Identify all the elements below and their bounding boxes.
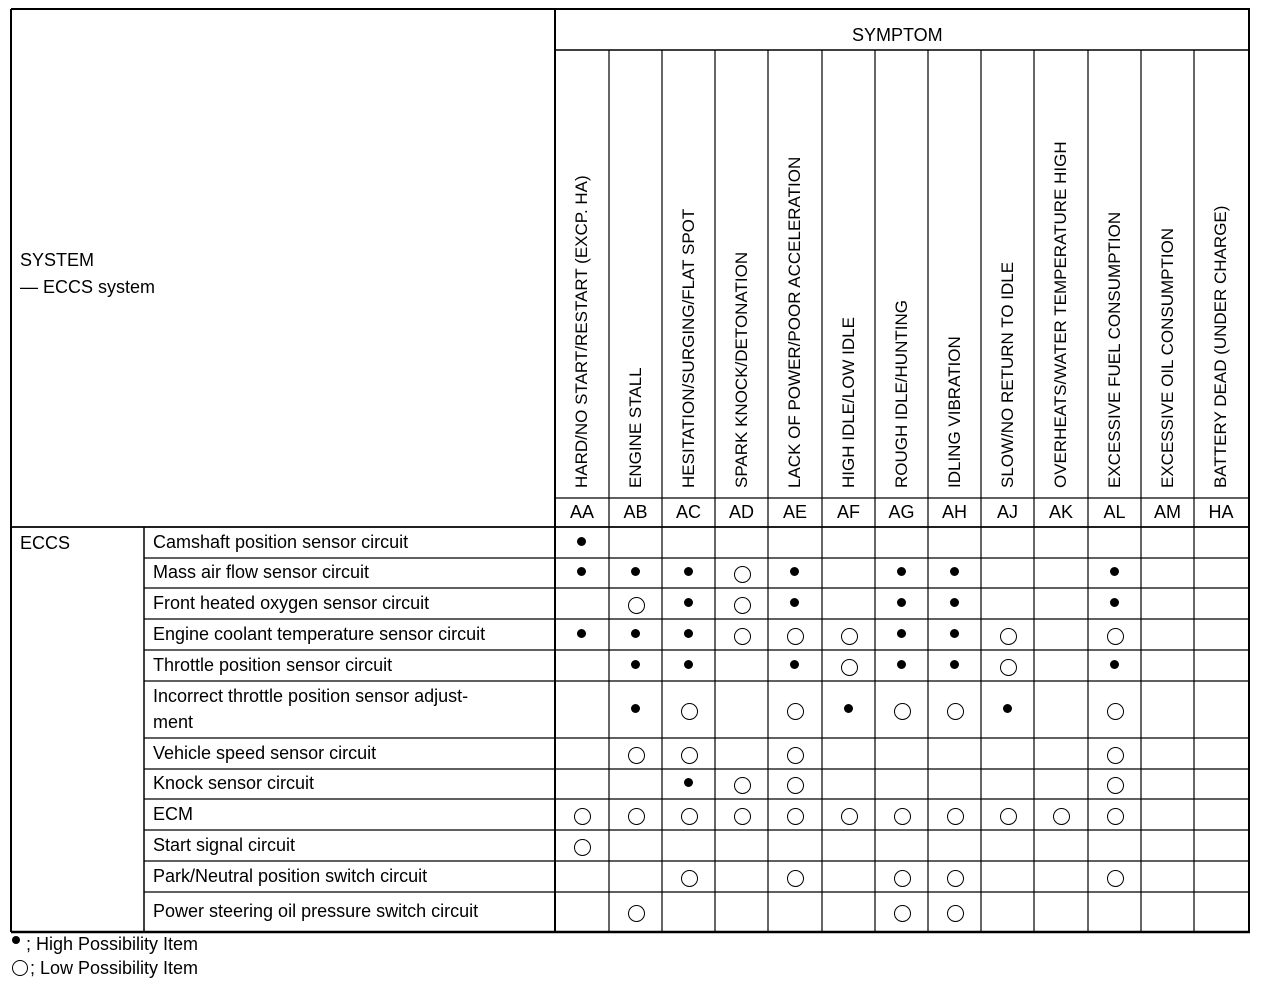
high-possibility-dot-icon [950,598,959,607]
low-possibility-circle-icon [681,747,698,764]
low-possibility-circle-icon [734,628,751,645]
row-label: Power steering oil pressure switch circuit [153,901,479,921]
low-possibility-circle-icon [787,628,804,645]
high-possibility-dot-icon [631,660,640,669]
low-possibility-circle-icon [681,703,698,720]
high-possibility-dot-icon [790,567,799,576]
symptom-code-ac: AC [675,502,701,522]
high-possibility-dot-icon [897,598,906,607]
low-possibility-circle-icon [787,870,804,887]
high-possibility-dot-icon [631,704,640,713]
high-possibility-dot-icon [631,629,640,638]
high-possibility-dot-icon [950,660,959,669]
low-possibility-circle-icon [947,870,964,887]
high-possibility-dot-icon [1110,567,1119,576]
high-possibility-dot-icon [897,660,906,669]
high-possibility-dot-icon [577,567,586,576]
low-possibility-circle-icon [1053,808,1070,825]
symptom-code-af: AF [836,502,860,522]
row-label: Throttle position sensor circuit [153,654,393,675]
row-label: Engine coolant temperature sensor circuit [153,623,486,644]
high-possibility-dot-icon [950,629,959,638]
high-possibility-dot-icon [631,567,640,576]
symptom-header-ak: OVERHEATS/WATER TEMPERATURE HIGH [1051,141,1070,488]
low-possibility-circle-icon [1107,870,1124,887]
symptom-code-ae: AE [782,502,807,522]
high-possibility-dot-icon [1110,660,1119,669]
low-possibility-circle-icon [734,566,751,583]
high-possibility-dot-icon [1110,598,1119,607]
low-possibility-circle-icon [734,777,751,794]
row-label: Park/Neutral position switch circuit [153,865,428,886]
symptom-header-ae: LACK OF POWER/POOR ACCELERATION [785,156,804,488]
low-possibility-circle-icon [574,808,591,825]
high-possibility-dot-icon [577,537,586,546]
row-label: Front heated oxygen sensor circuit [153,592,430,613]
low-possibility-circle-icon [787,703,804,720]
symptom-code-al: AL [1103,502,1126,522]
symptom-header-ab: ENGINE STALL [625,367,645,488]
row-label: Incorrect throttle position sensor adjust- [153,686,469,706]
high-possibility-dot-icon [897,567,906,576]
high-possibility-dot-icon [577,629,586,638]
high-possibility-dot-icon [897,629,906,638]
low-possibility-circle-icon [12,960,28,976]
high-possibility-dot-icon [950,567,959,576]
low-possibility-circle-icon [1000,628,1017,645]
high-possibility-dot-icon [12,936,20,944]
low-possibility-circle-icon [628,808,645,825]
row-label: ECM [153,803,193,824]
high-possibility-dot-icon [684,598,693,607]
symptom-header-al: EXCESSIVE FUEL CONSUMPTION [1104,211,1124,488]
system-label: SYSTEM [20,250,95,270]
low-possibility-circle-icon [1000,659,1017,676]
symptom-code-aj: AJ [996,502,1018,522]
low-possibility-circle-icon [628,905,645,922]
group-label-eccs: ECCS [20,533,71,553]
high-possibility-dot-icon [684,629,693,638]
low-possibility-circle-icon [787,777,804,794]
symptom-code-aa: AA [569,502,594,522]
symptom-code-ag: AG [888,502,915,522]
low-possibility-circle-icon [1107,808,1124,825]
symptom-code-am: AM [1154,502,1181,522]
low-possibility-circle-icon [947,905,964,922]
symptom-header-aa: HARD/NO START/RESTART (EXCP. HA) [572,175,591,488]
symptom-code-ak: AK [1048,502,1073,522]
high-possibility-dot-icon [684,660,693,669]
symptom-header-ha: BATTERY DEAD (UNDER CHARGE) [1211,205,1230,488]
row-label: Camshaft position sensor circuit [153,531,409,552]
high-possibility-dot-icon [790,660,799,669]
low-possibility-circle-icon [894,870,911,887]
high-possibility-dot-icon [844,704,853,713]
symptom-title: SYMPTOM [852,25,943,45]
row-label: ment [153,712,194,732]
symptom-header-ac: HESITATION/SURGING/FLAT SPOT [678,208,698,488]
high-possibility-dot-icon [684,567,693,576]
symptom-code-ha: HA [1208,502,1234,522]
legend-low [12,958,198,979]
low-possibility-circle-icon [681,808,698,825]
low-possibility-circle-icon [1107,628,1124,645]
legend-high-text: ; High Possibility Item [26,934,199,954]
low-possibility-circle-icon [841,808,858,825]
low-possibility-circle-icon [894,808,911,825]
low-possibility-circle-icon [574,839,591,856]
low-possibility-circle-icon [1000,808,1017,825]
low-possibility-circle-icon [841,659,858,676]
low-possibility-circle-icon [947,703,964,720]
symptom-code-ad: AD [728,502,754,522]
low-possibility-circle-icon [947,808,964,825]
symptom-header-ag: ROUGH IDLE/HUNTING [891,300,911,488]
legend-high [12,934,198,955]
row-label: Start signal circuit [153,834,296,855]
low-possibility-circle-icon [734,597,751,614]
low-possibility-circle-icon [1107,777,1124,794]
system-sub-label: — ECCS system [20,277,156,297]
low-possibility-circle-icon [841,628,858,645]
low-possibility-circle-icon [734,808,751,825]
low-possibility-circle-icon [628,747,645,764]
low-possibility-circle-icon [787,808,804,825]
low-possibility-circle-icon [1107,747,1124,764]
symptom-header-af: HIGH IDLE/LOW IDLE [838,317,858,488]
symptom-header-am: EXCESSIVE OIL CONSUMPTION [1157,227,1177,488]
high-possibility-dot-icon [684,778,693,787]
row-label: Vehicle speed sensor circuit [153,742,377,763]
high-possibility-dot-icon [1003,704,1012,713]
high-possibility-dot-icon [790,598,799,607]
row-label: Knock sensor circuit [153,773,315,793]
symptom-code-ah: AH [941,502,967,522]
symptom-header-aj: SLOW/NO RETURN TO IDLE [997,261,1017,488]
symptom-header-ah: IDLING VIBRATION [944,336,964,488]
low-possibility-circle-icon [894,905,911,922]
low-possibility-circle-icon [894,703,911,720]
symptom-code-ab: AB [623,502,648,522]
legend-low-text: ; Low Possibility Item [30,958,199,978]
low-possibility-circle-icon [787,747,804,764]
low-possibility-circle-icon [1107,703,1124,720]
low-possibility-circle-icon [628,597,645,614]
row-label: Mass air flow sensor circuit [153,562,370,582]
symptom-header-ad: SPARK KNOCK/DETONATION [731,251,751,488]
low-possibility-circle-icon [681,870,698,887]
